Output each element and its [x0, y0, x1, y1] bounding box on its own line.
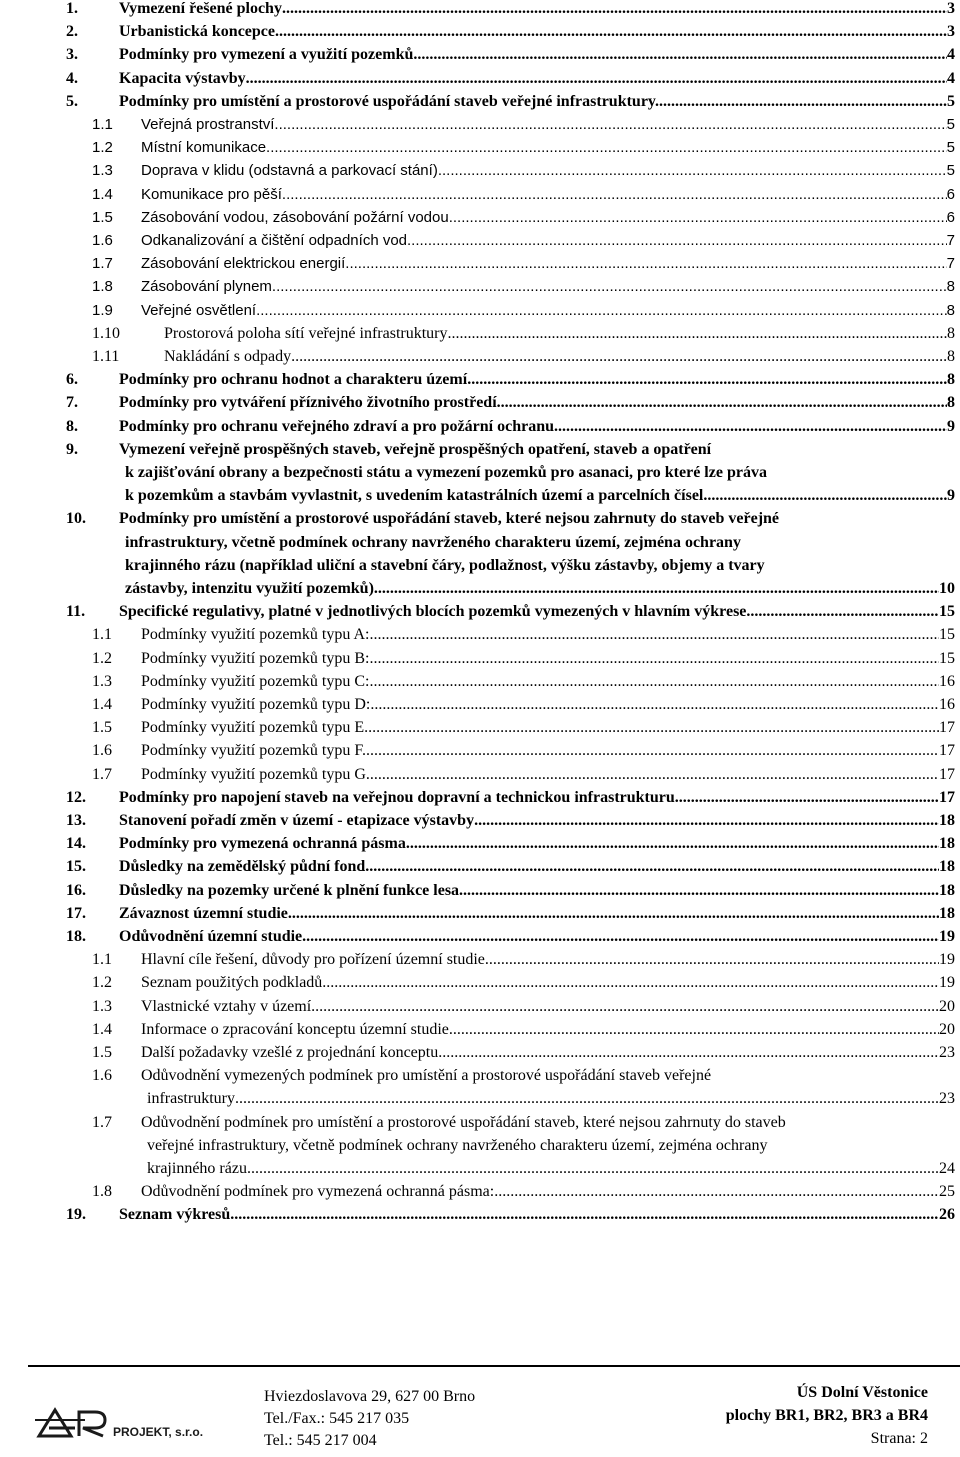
toc-leader-dots	[256, 300, 947, 322]
toc-entry-number: 9.	[66, 440, 78, 458]
toc-entry[interactable]	[0, 787, 960, 810]
toc-entry-title: Podmínky pro umístění a prostorové uspořádání staveb, které nejsou zahrnuty do staveb veřejné	[119, 510, 780, 528]
toc-entry-number: 1.3	[92, 162, 113, 180]
toc-entry[interactable]	[0, 648, 960, 671]
toc-entry-number: 1.2	[92, 974, 112, 992]
footer-study-name: ÚS Dolní Věstonice	[796, 1384, 928, 1401]
toc-entry-page: 15	[939, 649, 955, 667]
toc-entry-title: Podmínky pro ochranu veřejného zdraví a pro požární ochranu	[119, 417, 554, 435]
toc-entry-page: 8	[947, 371, 955, 389]
toc-leader-dots	[459, 880, 939, 902]
toc-entry-title: Podmínky pro vymezená ochranná pásma	[119, 835, 406, 853]
svg-text:PROJEKT, s.r.o.: PROJEKT, s.r.o.	[113, 1425, 204, 1439]
toc-leader-dots	[322, 972, 939, 994]
toc-leader-dots	[272, 276, 947, 298]
toc-leader-dots	[374, 578, 939, 600]
toc-entry-title: veřejné infrastruktury, včetně podmínek ochrany navrženého charakteru území, zejména ochrany	[147, 1136, 768, 1154]
toc-entry-number: 18.	[66, 928, 86, 945]
toc-entry-number: 1.6	[92, 742, 112, 760]
toc-entry-page: 8	[947, 394, 955, 412]
toc-entry-title: Podmínky využití pozemků typu C:	[141, 672, 370, 690]
toc-entry-page: 17	[939, 719, 955, 737]
company-logo	[35, 1406, 215, 1440]
toc-leader-dots	[485, 949, 939, 971]
toc-entry-title: Zásobování elektrickou energií	[141, 255, 346, 273]
toc-entry-page: 17	[939, 742, 955, 760]
toc-entry-page: 19	[939, 951, 955, 969]
toc-entry[interactable]	[0, 21, 960, 44]
toc-entry[interactable]	[0, 903, 960, 926]
toc-entry-page: 7	[946, 232, 955, 249]
toc-entry-number: 1.7	[92, 765, 112, 783]
toc-leader-dots	[474, 810, 939, 832]
toc-entry-page: 5	[947, 92, 955, 110]
toc-entry-title: Komunikace pro pěší	[141, 185, 282, 203]
toc-entry-page: 18	[939, 812, 955, 829]
toc-entry-title: Závaznost územní studie	[119, 904, 288, 922]
toc-entry[interactable]	[0, 276, 960, 299]
toc-entry-page: 17	[939, 788, 955, 806]
toc-entry-page: 3	[947, 23, 955, 41]
toc-entry-page: 18	[939, 881, 955, 899]
toc-leader-dots	[407, 230, 947, 252]
toc-entry-number: 1.6	[92, 232, 113, 249]
toc-entry-number: 12.	[66, 788, 86, 806]
toc-entry-page: 18	[939, 904, 955, 922]
toc-leader-dots	[413, 44, 947, 66]
toc-leader-dots	[675, 787, 939, 809]
toc-entry-page: 8	[947, 348, 955, 365]
toc-entry-number: 1.5	[92, 208, 113, 226]
toc-entry-page: 23	[939, 1044, 955, 1061]
toc-leader-dots	[494, 1181, 939, 1203]
toc-entry-number: 1.11	[92, 348, 120, 365]
toc-entry[interactable]	[0, 1112, 960, 1182]
toc-entry-page: 4	[947, 69, 955, 87]
toc-entry[interactable]	[0, 972, 960, 995]
toc-leader-dots	[311, 996, 939, 1018]
toc-entry-title: Stanovení pořadí změn v území - etapizace výstavby	[119, 812, 475, 829]
toc-entry[interactable]	[0, 508, 960, 601]
toc-entry-number: 1.2	[92, 139, 113, 157]
toc-leader-dots	[467, 369, 947, 391]
toc-entry-number: 14.	[66, 835, 86, 853]
toc-entry-number: 1.3	[92, 997, 112, 1015]
toc-leader-dots	[247, 1158, 939, 1180]
toc-entry-number: 17.	[66, 904, 86, 922]
toc-leader-dots	[246, 68, 947, 90]
toc-entry[interactable]	[0, 1065, 960, 1111]
page-footer	[0, 1362, 960, 1457]
toc-entry-title: Odůvodnění podmínek pro vymezená ochranná pásma:	[141, 1183, 495, 1201]
toc-entry-title: Veřejné osvětlení	[141, 301, 257, 319]
toc-entry-title: Veřejná prostranství	[141, 116, 275, 133]
toc-entry-page: 5	[946, 162, 955, 180]
toc-entry[interactable]	[0, 346, 960, 369]
toc-entry-title: Prostorová poloha sítí veřejné infrastruktury	[164, 324, 448, 342]
toc-entry[interactable]	[0, 1019, 960, 1042]
toc-entry[interactable]	[0, 323, 960, 346]
toc-entry-page: 16	[939, 696, 955, 713]
toc-leader-dots	[746, 601, 939, 623]
toc-entry-title: Podmínky pro vymezení a využití pozemků	[119, 46, 414, 64]
toc-leader-dots	[369, 624, 939, 646]
toc-entry-number: 13.	[66, 812, 86, 829]
toc-entry[interactable]	[0, 694, 960, 717]
toc-entry-number: 15.	[66, 858, 86, 876]
toc-entry[interactable]	[0, 764, 960, 787]
toc-entry-number: 4.	[66, 69, 78, 87]
toc-entry-title: Seznam výkresů	[119, 1206, 231, 1224]
toc-entry[interactable]	[0, 253, 960, 276]
toc-entry-title: Další požadavky vzešlé z projednání konceptu	[141, 1044, 439, 1061]
toc-entry[interactable]	[0, 184, 960, 207]
toc-entry-page: 9	[947, 487, 955, 505]
toc-entry-title: Podmínky využití pozemků typu D:	[141, 696, 371, 713]
toc-entry-page: 7	[946, 255, 955, 273]
toc-entry-number: 8.	[66, 417, 78, 435]
toc-entry-page: 25	[939, 1183, 955, 1201]
toc-entry-title: k zajišťování obrany a bezpečnosti státu a vymezení pozemků pro asanaci, pro které lze práva	[125, 463, 767, 481]
toc-entry[interactable]	[0, 740, 960, 763]
toc-entry-page: 5	[946, 139, 955, 157]
toc-entry-title: Podmínky pro vytváření příznivého životního prostředí	[119, 394, 497, 412]
toc-entry-number: 1.1	[92, 626, 112, 644]
toc-entry[interactable]	[0, 1181, 960, 1204]
toc-entry-page: 10	[939, 579, 955, 597]
toc-entry-number: 1.7	[92, 1113, 112, 1131]
toc-leader-dots	[448, 323, 948, 345]
toc-entry-title: k pozemkům a stavbám vyvlastnit, s uvedením katastrálních území a parcelních čísel	[125, 487, 704, 505]
footer-plots: plochy BR1, BR2, BR3 a BR4	[725, 1407, 928, 1424]
toc-entry[interactable]	[0, 833, 960, 856]
footer-telfax: Tel./Fax.: 545 217 035	[264, 1410, 410, 1427]
toc-leader-dots	[366, 764, 939, 786]
toc-entry[interactable]	[0, 601, 960, 624]
toc-entry-title: Doprava v klidu (odstavná a parkovací stání)	[141, 162, 438, 180]
toc-entry[interactable]	[0, 926, 960, 949]
toc-entry-title: Podmínky využití pozemků typu F.	[141, 742, 366, 760]
toc-entry[interactable]	[0, 0, 960, 21]
toc-entry-number: 1.4	[92, 185, 113, 203]
toc-entry-number: 1.8	[92, 1183, 112, 1201]
toc-entry-title: Důsledky na zemědělský půdní fond	[119, 858, 366, 876]
toc-entry-number: 1.3	[92, 672, 112, 690]
toc-entry[interactable]	[0, 717, 960, 740]
toc-leader-dots	[449, 207, 947, 229]
toc-entry-page: 18	[939, 858, 955, 876]
toc-leader-dots	[274, 114, 946, 136]
toc-leader-dots	[497, 392, 947, 414]
toc-entry[interactable]	[0, 114, 960, 137]
toc-entry[interactable]	[0, 1204, 960, 1227]
toc-entry[interactable]	[0, 91, 960, 114]
toc-entry-number: 16.	[66, 881, 86, 899]
toc-entry-number: 1.6	[92, 1067, 112, 1085]
toc-entry-number: 1.1	[92, 116, 113, 133]
toc-entry[interactable]	[0, 207, 960, 230]
toc-leader-dots	[365, 856, 939, 878]
toc-leader-dots	[302, 926, 939, 948]
toc-entry-page: 15	[939, 603, 955, 621]
toc-leader-dots	[554, 416, 947, 438]
toc-entry-number: 7.	[66, 394, 78, 412]
toc-entry[interactable]	[0, 392, 960, 415]
toc-leader-dots	[406, 833, 939, 855]
toc-leader-dots	[282, 0, 947, 20]
toc-entry-page: 6	[946, 208, 955, 226]
toc-leader-dots	[449, 1019, 939, 1041]
toc-entry-page: 20	[939, 997, 955, 1015]
toc-entry-number: 1.10	[92, 324, 120, 342]
toc-entry-title: Podmínky využití pozemků typu G	[141, 765, 366, 783]
toc-entry-number: 10.	[66, 510, 86, 528]
toc-leader-dots	[369, 671, 939, 693]
toc-entry-page: 19	[939, 928, 955, 945]
toc-leader-dots	[282, 184, 947, 206]
toc-entry-title: Kapacita výstavby	[119, 69, 246, 87]
toc-entry-title: Zásobování vodou, zásobování požární vodou	[141, 208, 449, 226]
toc-leader-dots	[659, 91, 947, 113]
toc-entry-number: 11.	[66, 603, 86, 621]
toc-entry-title: Důsledky na pozemky určené k plnění funkce lesa	[119, 881, 460, 899]
toc-entry-number: 2.	[66, 23, 78, 41]
toc-leader-dots	[230, 1204, 939, 1226]
toc-entry-title: Informace o zpracování konceptu územní studie	[141, 1020, 449, 1038]
toc-entry-number: 1.7	[92, 255, 113, 273]
toc-entry[interactable]	[0, 230, 960, 253]
toc-entry-title: infrastruktury, včetně podmínek ochrany navrženého charakteru území, zejména ochrany	[125, 533, 741, 551]
toc-entry[interactable]	[0, 671, 960, 694]
toc-entry-title: Vymezení řešené plochy	[119, 0, 282, 17]
toc-entry-title: Seznam použitých podkladů	[141, 974, 323, 992]
toc-leader-dots	[288, 903, 939, 925]
toc-entry-title: Místní komunikace	[141, 139, 267, 157]
toc-leader-dots	[235, 1088, 939, 1110]
toc-entry-page: 17	[939, 765, 955, 783]
toc-entry-number: 6.	[66, 371, 78, 389]
toc-entry-number: 1.9	[92, 301, 113, 319]
toc-entry-page: 16	[939, 672, 955, 690]
toc-entry-title: Podmínky pro napojení staveb na veřejnou dopravní a technickou infrastrukturu	[119, 788, 675, 806]
toc-leader-dots	[366, 740, 939, 762]
toc-entry-title: Odůvodnění vymezených podmínek pro umístění a prostorové uspořádání staveb veřejné	[141, 1067, 712, 1085]
toc-entry-title: Specifické regulativy, platné v jednotlivých blocích pozemků vymezených v hlavním výkrese	[119, 603, 747, 621]
toc-entry[interactable]	[0, 1042, 960, 1065]
toc-entry-title: krajinného rázu (například uliční a stavební čáry, podlažnost, výšku zástavby, objemy a tvary	[125, 556, 765, 574]
toc-entry-number: 1.2	[92, 649, 112, 667]
toc-entry-title: Odůvodnění podmínek pro umístění a prostorové uspořádání staveb, které nejsou zahrnuty do staveb	[141, 1113, 786, 1131]
toc-leader-dots	[291, 346, 947, 368]
toc-entry-page: 6	[946, 185, 955, 203]
toc-entry-number: 19.	[66, 1206, 86, 1224]
toc-entry-page: 18	[939, 835, 955, 853]
toc-entry-number: 1.8	[92, 278, 113, 296]
toc-entry-page: 5	[946, 116, 955, 133]
toc-leader-dots	[368, 717, 939, 739]
toc-entry-page: 9	[947, 417, 955, 435]
toc-entry-page: 24	[939, 1159, 955, 1177]
toc-entry[interactable]	[0, 810, 960, 833]
toc-entry[interactable]	[0, 160, 960, 183]
toc-entry-title: Vymezení veřejně prospěšných staveb, veřejně prospěšných opatření, staveb a opatření	[119, 440, 712, 458]
toc-entry[interactable]	[0, 624, 960, 647]
toc-entry-title: Vlastnické vztahy v území	[141, 997, 312, 1015]
toc-entry-number: 1.4	[92, 1020, 112, 1038]
toc-entry-number: 1.1	[92, 951, 112, 969]
footer-rule	[28, 1365, 960, 1367]
toc-entry-title: Odůvodnění územní studie	[119, 928, 303, 945]
toc-entry[interactable]	[0, 68, 960, 91]
toc-entry-page: 3	[947, 0, 955, 17]
toc-entry-title: infrastruktury	[147, 1090, 235, 1108]
toc-entry-title: Odkanalizování a čištění odpadních vod	[141, 232, 408, 249]
toc-entry[interactable]	[0, 300, 960, 323]
toc-entry-page: 8	[946, 278, 955, 296]
toc-entry-page: 8	[947, 324, 955, 342]
toc-entry-page: 20	[939, 1020, 955, 1038]
toc-entry-title: Zásobování plynem	[141, 278, 272, 296]
toc-leader-dots	[438, 1042, 939, 1064]
toc-entry-page: 4	[947, 46, 955, 64]
toc-entry-page: 8	[946, 301, 955, 319]
toc-entry-title: Nakládání s odpady	[164, 348, 292, 365]
toc-entry[interactable]	[0, 949, 960, 972]
toc-entry-page: 26	[939, 1206, 955, 1224]
toc-entry-page: 15	[939, 626, 955, 644]
toc-entry-number: 1.5	[92, 1044, 112, 1061]
toc-entry[interactable]	[0, 44, 960, 67]
toc-leader-dots	[266, 137, 947, 159]
toc-leader-dots	[703, 485, 947, 507]
toc-entry-title: Hlavní cíle řešení, důvody pro pořízení územní studie	[141, 951, 485, 969]
toc-entry[interactable]	[0, 439, 960, 509]
toc-entry-title: krajinného rázu	[147, 1159, 247, 1177]
toc-entry[interactable]	[0, 369, 960, 392]
toc-entry[interactable]	[0, 880, 960, 903]
toc-entry[interactable]	[0, 416, 960, 439]
toc-leader-dots	[275, 21, 947, 43]
toc-leader-dots	[370, 694, 939, 716]
toc-leader-dots	[438, 160, 947, 182]
toc-entry-title: Podmínky využití pozemků typu B:	[141, 649, 370, 667]
toc-entry-title: Podmínky pro umístění a prostorové uspořádání staveb veřejné infrastruktury.	[119, 92, 660, 110]
toc-entry-page: 23	[939, 1090, 955, 1108]
footer-address: Hviezdoslavova 29, 627 00 Brno	[264, 1388, 476, 1405]
toc-entry-number: 1.	[66, 0, 78, 17]
toc-entry-number: 5.	[66, 92, 78, 110]
toc-entry-title: Podmínky využití pozemků typu E.	[141, 719, 369, 737]
toc-entry-title: zástavby, intenzitu využití pozemků)	[125, 579, 374, 597]
toc-leader-dots	[345, 253, 946, 275]
toc-entry[interactable]	[0, 996, 960, 1019]
toc-entry-page: 19	[939, 974, 955, 992]
toc-entry-title: Podmínky využití pozemků typu A:	[141, 626, 370, 644]
footer-tel: Tel.: 545 217 004	[264, 1432, 377, 1449]
footer-page-number: Strana: 2	[870, 1430, 928, 1447]
toc-entry-number: 1.4	[92, 696, 112, 713]
toc-leader-dots	[369, 648, 939, 670]
toc-entry-title: Urbanistická koncepce	[119, 23, 275, 41]
toc-entry-title: Podmínky pro ochranu hodnot a charakteru území	[119, 371, 468, 389]
toc-entry-number: 1.5	[92, 719, 112, 737]
toc-entry-number: 3.	[66, 46, 78, 64]
toc-entry[interactable]	[0, 137, 960, 160]
toc-entry[interactable]	[0, 856, 960, 879]
